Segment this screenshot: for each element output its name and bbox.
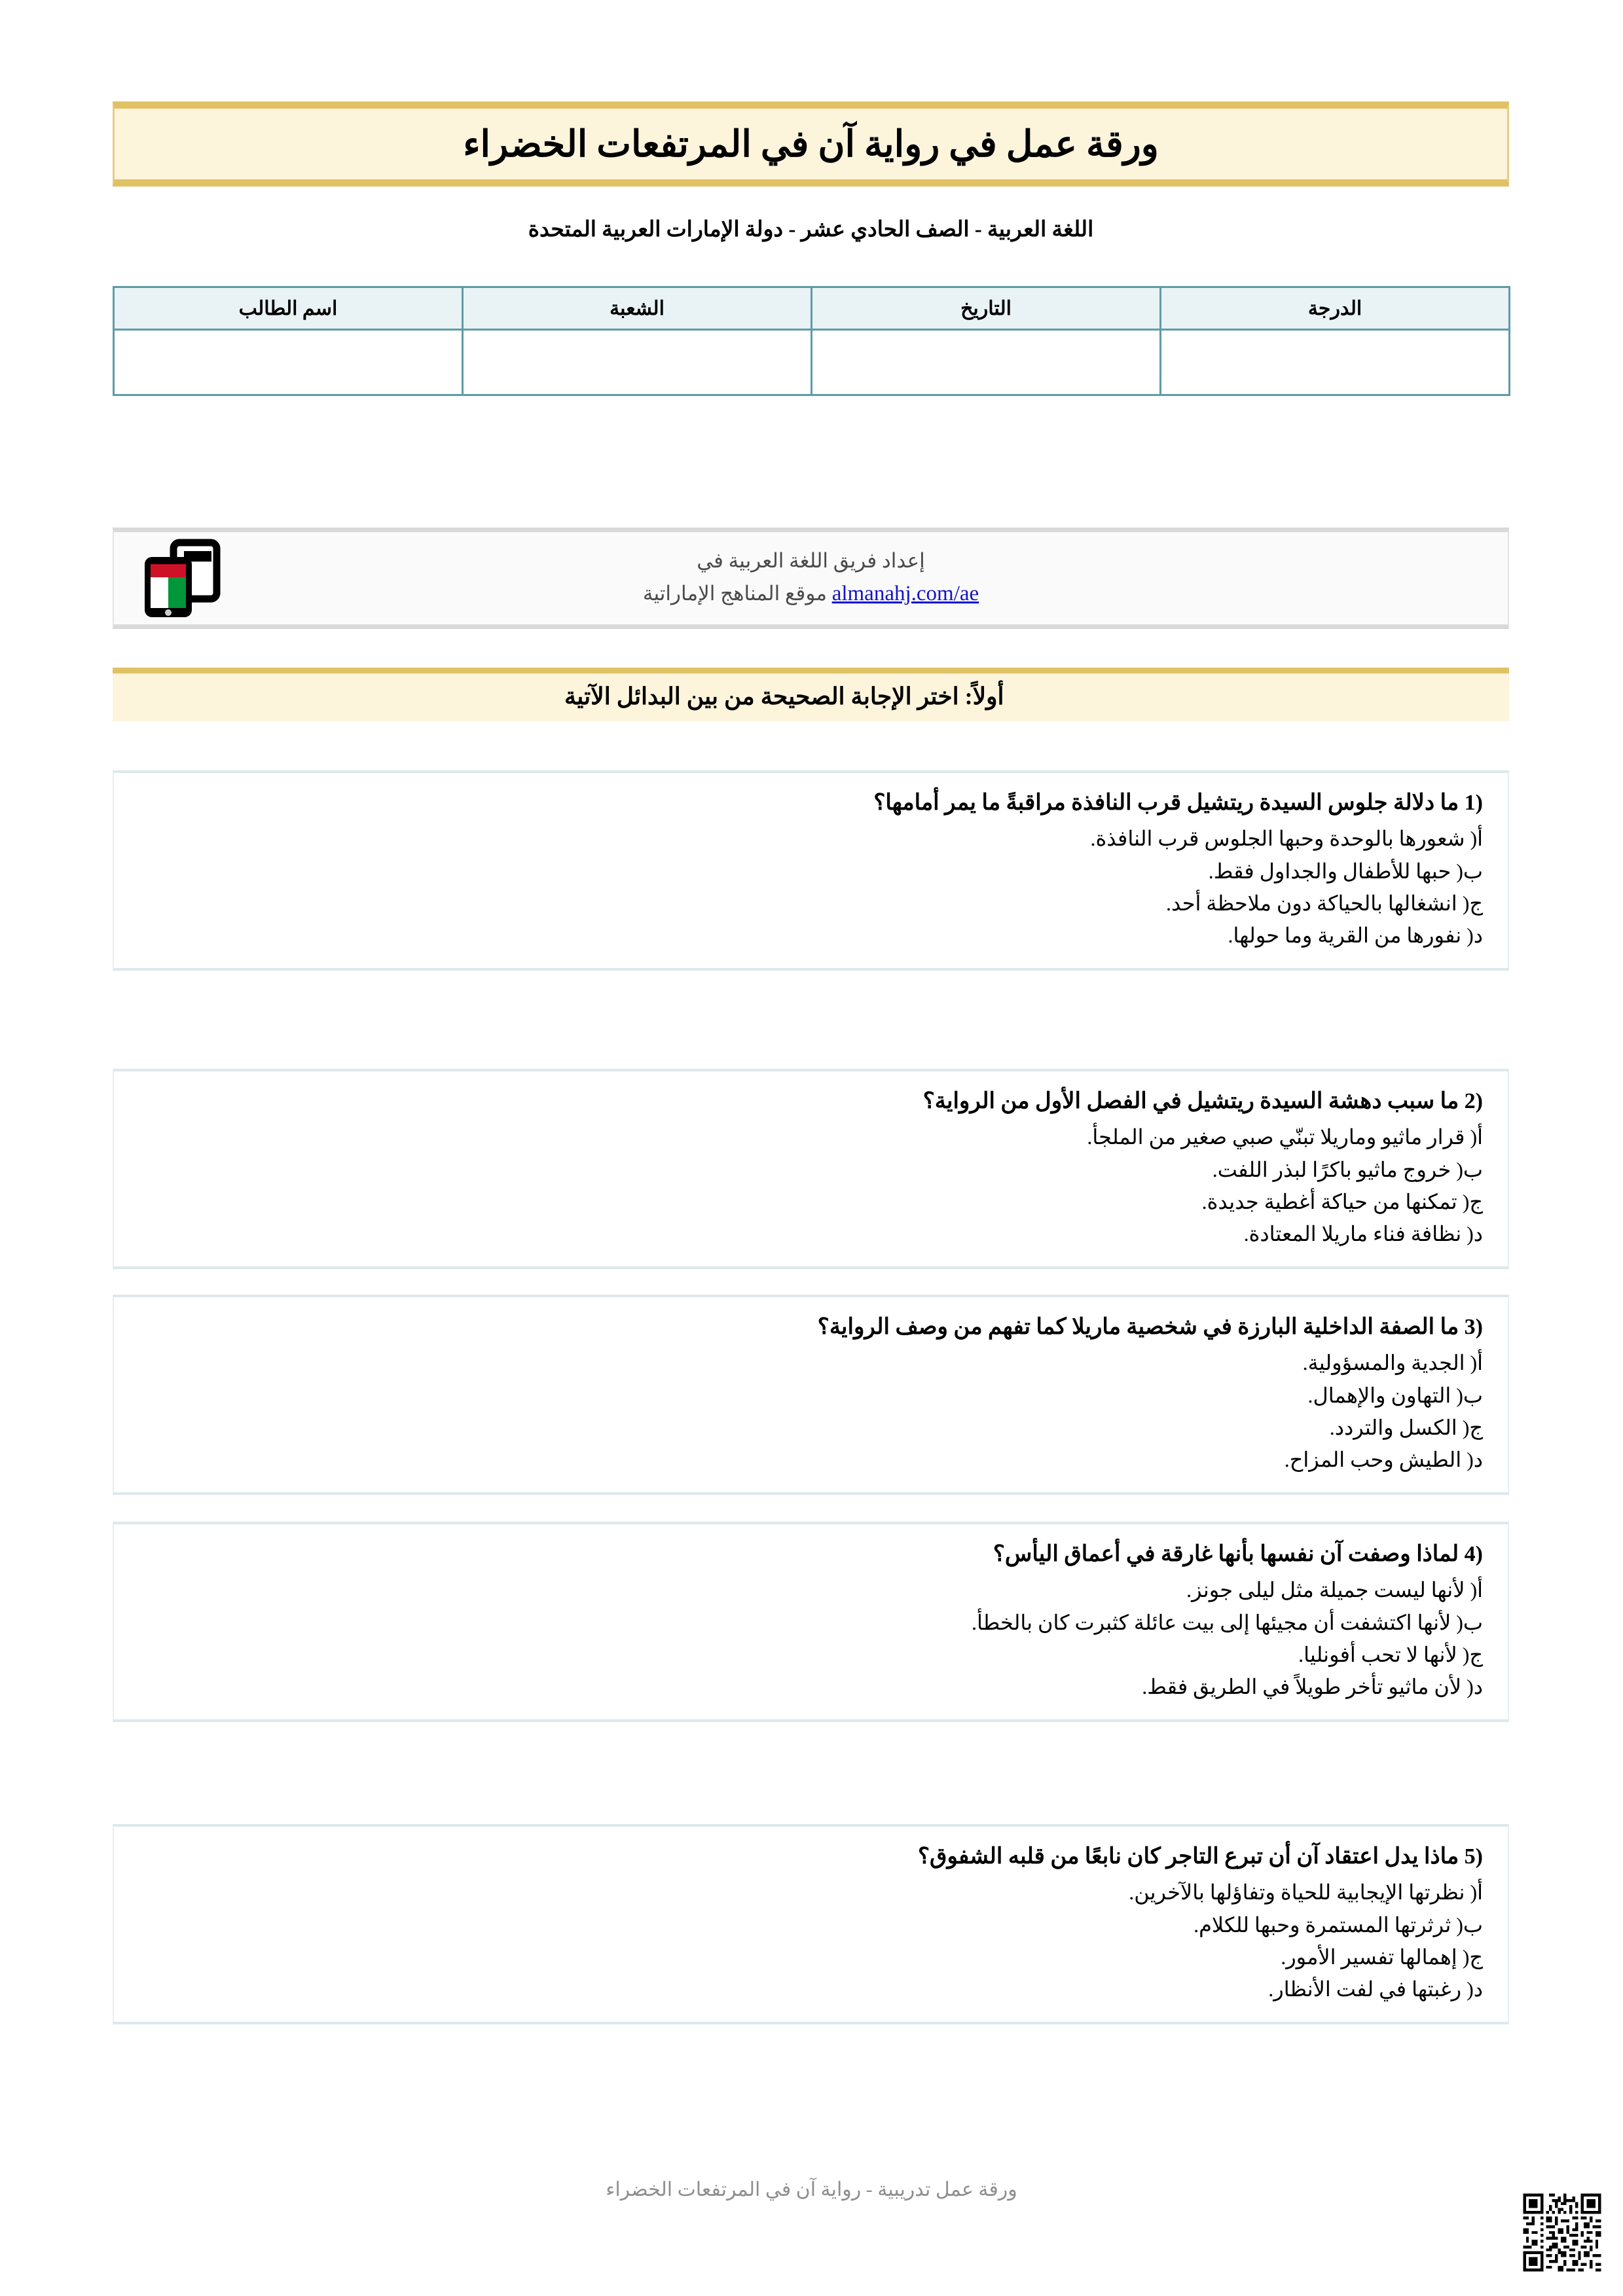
qr-code-icon[interactable] (1520, 2191, 1604, 2274)
cell-section[interactable] (463, 330, 812, 395)
question-2-option-d[interactable]: د( نظافة فناء ماريلا المعتادة. (1243, 1222, 1483, 1246)
question-5-option-b[interactable]: ب( ثرثرتها المستمرة وحبها للكلام. (1194, 1912, 1483, 1937)
question-4-option-c[interactable]: ج( لأنها لا تحب أفونليا. (1298, 1642, 1483, 1666)
question-stem-1: (1 ما دلالة جلوس السيدة ريتشيل قرب النافذة مراقبةً ما يمر أمامها؟ (873, 791, 1483, 815)
credit-site-label: موقع المناهج الإماراتية (642, 582, 827, 605)
section-heading-label: أولاً: اختر الإجابة الصحيحة من بين البدائل الآتية (564, 683, 1004, 709)
question-block-2 (113, 1069, 1509, 1269)
student-info-table (113, 286, 1510, 396)
cell-grade[interactable] (1161, 330, 1510, 395)
question-stem-5: (5 ماذا يدل اعتقاد آن أن تبرع التاجر كان نابعًا من قلبه الشفوق؟ (918, 1844, 1483, 1869)
question-5-option-c[interactable]: ج( إهمالها تفسير الأمور. (1281, 1945, 1483, 1969)
question-5-option-a[interactable]: أ( نظرتها الإيجابية للحياة وتفاؤلها بالآخرين. (1129, 1880, 1483, 1905)
question-5-option-d[interactable]: د( رغبتها في لفت الأنظار. (1268, 1977, 1483, 2001)
cell-student-name[interactable] (114, 330, 463, 395)
question-block-3 (113, 1295, 1509, 1495)
question-1-option-a[interactable]: أ( شعورها بالوحدة وحبها الجلوس قرب النافذة. (1090, 827, 1483, 851)
subtitle: اللغة العربية - الصف الحادي عشر - دولة الإمارات العربية المتحدة (528, 218, 1094, 242)
question-3-option-a[interactable]: أ( الجدية والمسؤولية. (1302, 1351, 1483, 1375)
tablet-book-icon (130, 537, 222, 619)
question-4-option-a[interactable]: أ( لأنها ليست جميلة مثل ليلى جونز. (1186, 1578, 1483, 1602)
question-stem-3: (3 ما الصفة الداخلية البارزة في شخصية ماريلا كما تفهم من وصف الرواية؟ (817, 1315, 1483, 1339)
question-block-5 (113, 1824, 1509, 2024)
credit-line-2 (225, 579, 1396, 610)
question-3-option-d[interactable]: د( الطيش وحب المزاح. (1284, 1448, 1483, 1472)
question-4-option-b[interactable]: ب( لأنها اكتشفت أن مجيئها إلى بيت عائلة كثبرت كان بالخطأ. (971, 1610, 1483, 1634)
cell-date[interactable] (812, 330, 1161, 395)
section-heading-first (113, 668, 1509, 721)
almanahj-logo (127, 536, 225, 621)
column-header-date: التاريخ (812, 287, 1161, 330)
question-stem-2: (2 ما سبب دهشة السيدة ريتشيل في الفصل الأول من الرواية؟ (922, 1089, 1483, 1113)
credit-box (113, 528, 1509, 629)
credit-line-1: إعداد فريق اللغة العربية في (697, 549, 925, 573)
footer-note: ورقة عمل تدريبية - رواية آن في المرتفعات الخضراء (606, 2179, 1017, 2200)
almanahj-link[interactable]: almanahj.com/ae (831, 582, 979, 606)
question-2-option-a[interactable]: أ( قرار ماثيو وماريلا تبنّي صبي صغير من الملجأ. (1087, 1125, 1483, 1149)
question-3-option-b[interactable]: ب( التهاون والإهمال. (1307, 1383, 1483, 1407)
question-2-option-c[interactable]: ج( تمكنها من حياكة أغطية جديدة. (1201, 1189, 1483, 1213)
question-3-option-c[interactable]: ج( الكسل والتردد. (1329, 1415, 1483, 1439)
question-block-4 (113, 1522, 1509, 1722)
page-title: ورقة عمل في رواية آن في المرتفعات الخضراء (463, 124, 1159, 165)
question-1-option-d[interactable]: د( نفورها من القرية وما حولها. (1228, 924, 1483, 948)
question-1-option-b[interactable]: ب( حبها للأطفال والجداول فقط. (1208, 859, 1483, 883)
table-header-row (114, 287, 1510, 330)
question-2-option-b[interactable]: ب( خروج ماثيو باكرًا لبذر اللفت. (1212, 1157, 1483, 1181)
question-block-1 (113, 770, 1509, 971)
credit-text (225, 547, 1508, 610)
question-1-option-c[interactable]: ج( انشغالها بالحياكة دون ملاحظة أحد. (1165, 891, 1483, 915)
title-banner (113, 101, 1509, 187)
column-header-student-name: اسم الطالب (114, 287, 463, 330)
question-stem-4: (4 لماذا وصفت آن نفسها بأنها غارقة في أعماق اليأس؟ (993, 1542, 1483, 1566)
table-row (114, 330, 1510, 395)
column-header-section: الشعبة (463, 287, 812, 330)
question-4-option-d[interactable]: د( لأن ماثيو تأخر طويلاً في الطريق فقط. (1142, 1675, 1483, 1699)
column-header-grade: الدرجة (1161, 287, 1510, 330)
